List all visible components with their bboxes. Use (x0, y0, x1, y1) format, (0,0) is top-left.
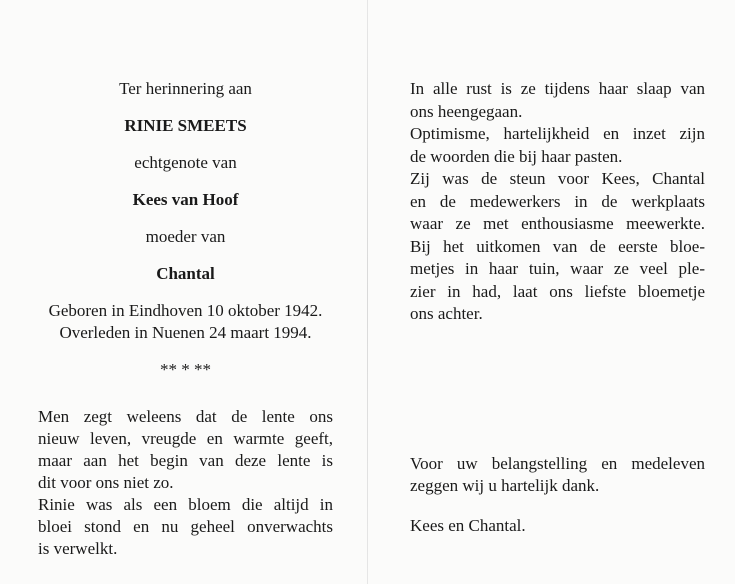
poem-line: Rinie was als een bloem die altijd in (38, 495, 333, 514)
poem-block (38, 406, 333, 560)
in-memory-text: Ter herinnering aan (119, 79, 252, 98)
text-line: de woorden die bij haar pasten. (410, 146, 623, 166)
text-line: waar ze met enthousiasme meewerkte. (410, 214, 705, 233)
text-line: en de medewerkers in de werkplaats (410, 191, 705, 211)
text-line: In alle rust is ze tijdens haar slaap van (410, 79, 705, 98)
card-fold-line (367, 0, 368, 584)
poem-line: is verwelkt. (38, 539, 118, 558)
poem-line: nieuw leven, vreugde en warmte geeft, (38, 429, 333, 448)
separator-stars: ** * ** (160, 360, 211, 379)
poem-line: dit voor ons niet zo. (38, 473, 174, 492)
text-line: ons heengegaan. (410, 101, 523, 121)
text-line: Optimisme, hartelijkheid en inzet zijn (410, 124, 705, 143)
deceased-name: RINIE SMEETS (124, 116, 247, 135)
thanks-block (410, 453, 705, 537)
text-line: Zij was de steun voor Kees, Chantal (410, 169, 705, 188)
spouse-label: echtgenote van (134, 153, 237, 172)
poem-line: bloei stond en nu geheel onverwachts (38, 517, 333, 536)
death-line: Overleden in Nuenen 24 maart 1994. (59, 323, 312, 342)
thanks-line: zeggen wij u hartelijk dank. (410, 476, 600, 495)
text-line: metjes in haar tuin, waar ze veel ple- (410, 259, 705, 278)
right-panel-text (410, 78, 705, 326)
left-panel (38, 78, 333, 560)
text-line: ons achter. (410, 304, 483, 323)
child-name: Chantal (156, 264, 215, 283)
text-line: zier in had, laat ons liefste bloemetje (410, 281, 705, 301)
spouse-name: Kees van Hoof (132, 190, 239, 209)
thanks-line: Voor uw belangstelling en medeleven (410, 454, 705, 473)
birth-line: Geboren in Eindhoven 10 oktober 1942. (48, 301, 323, 320)
poem-line: maar aan het begin van deze lente is (38, 451, 333, 470)
poem-line: Men zegt weleens dat de lente ons (38, 407, 333, 426)
text-line: Bij het uitkomen van de eerste bloe- (410, 236, 705, 256)
mother-label: moeder van (145, 227, 226, 246)
signature: Kees en Chantal. (410, 516, 526, 535)
